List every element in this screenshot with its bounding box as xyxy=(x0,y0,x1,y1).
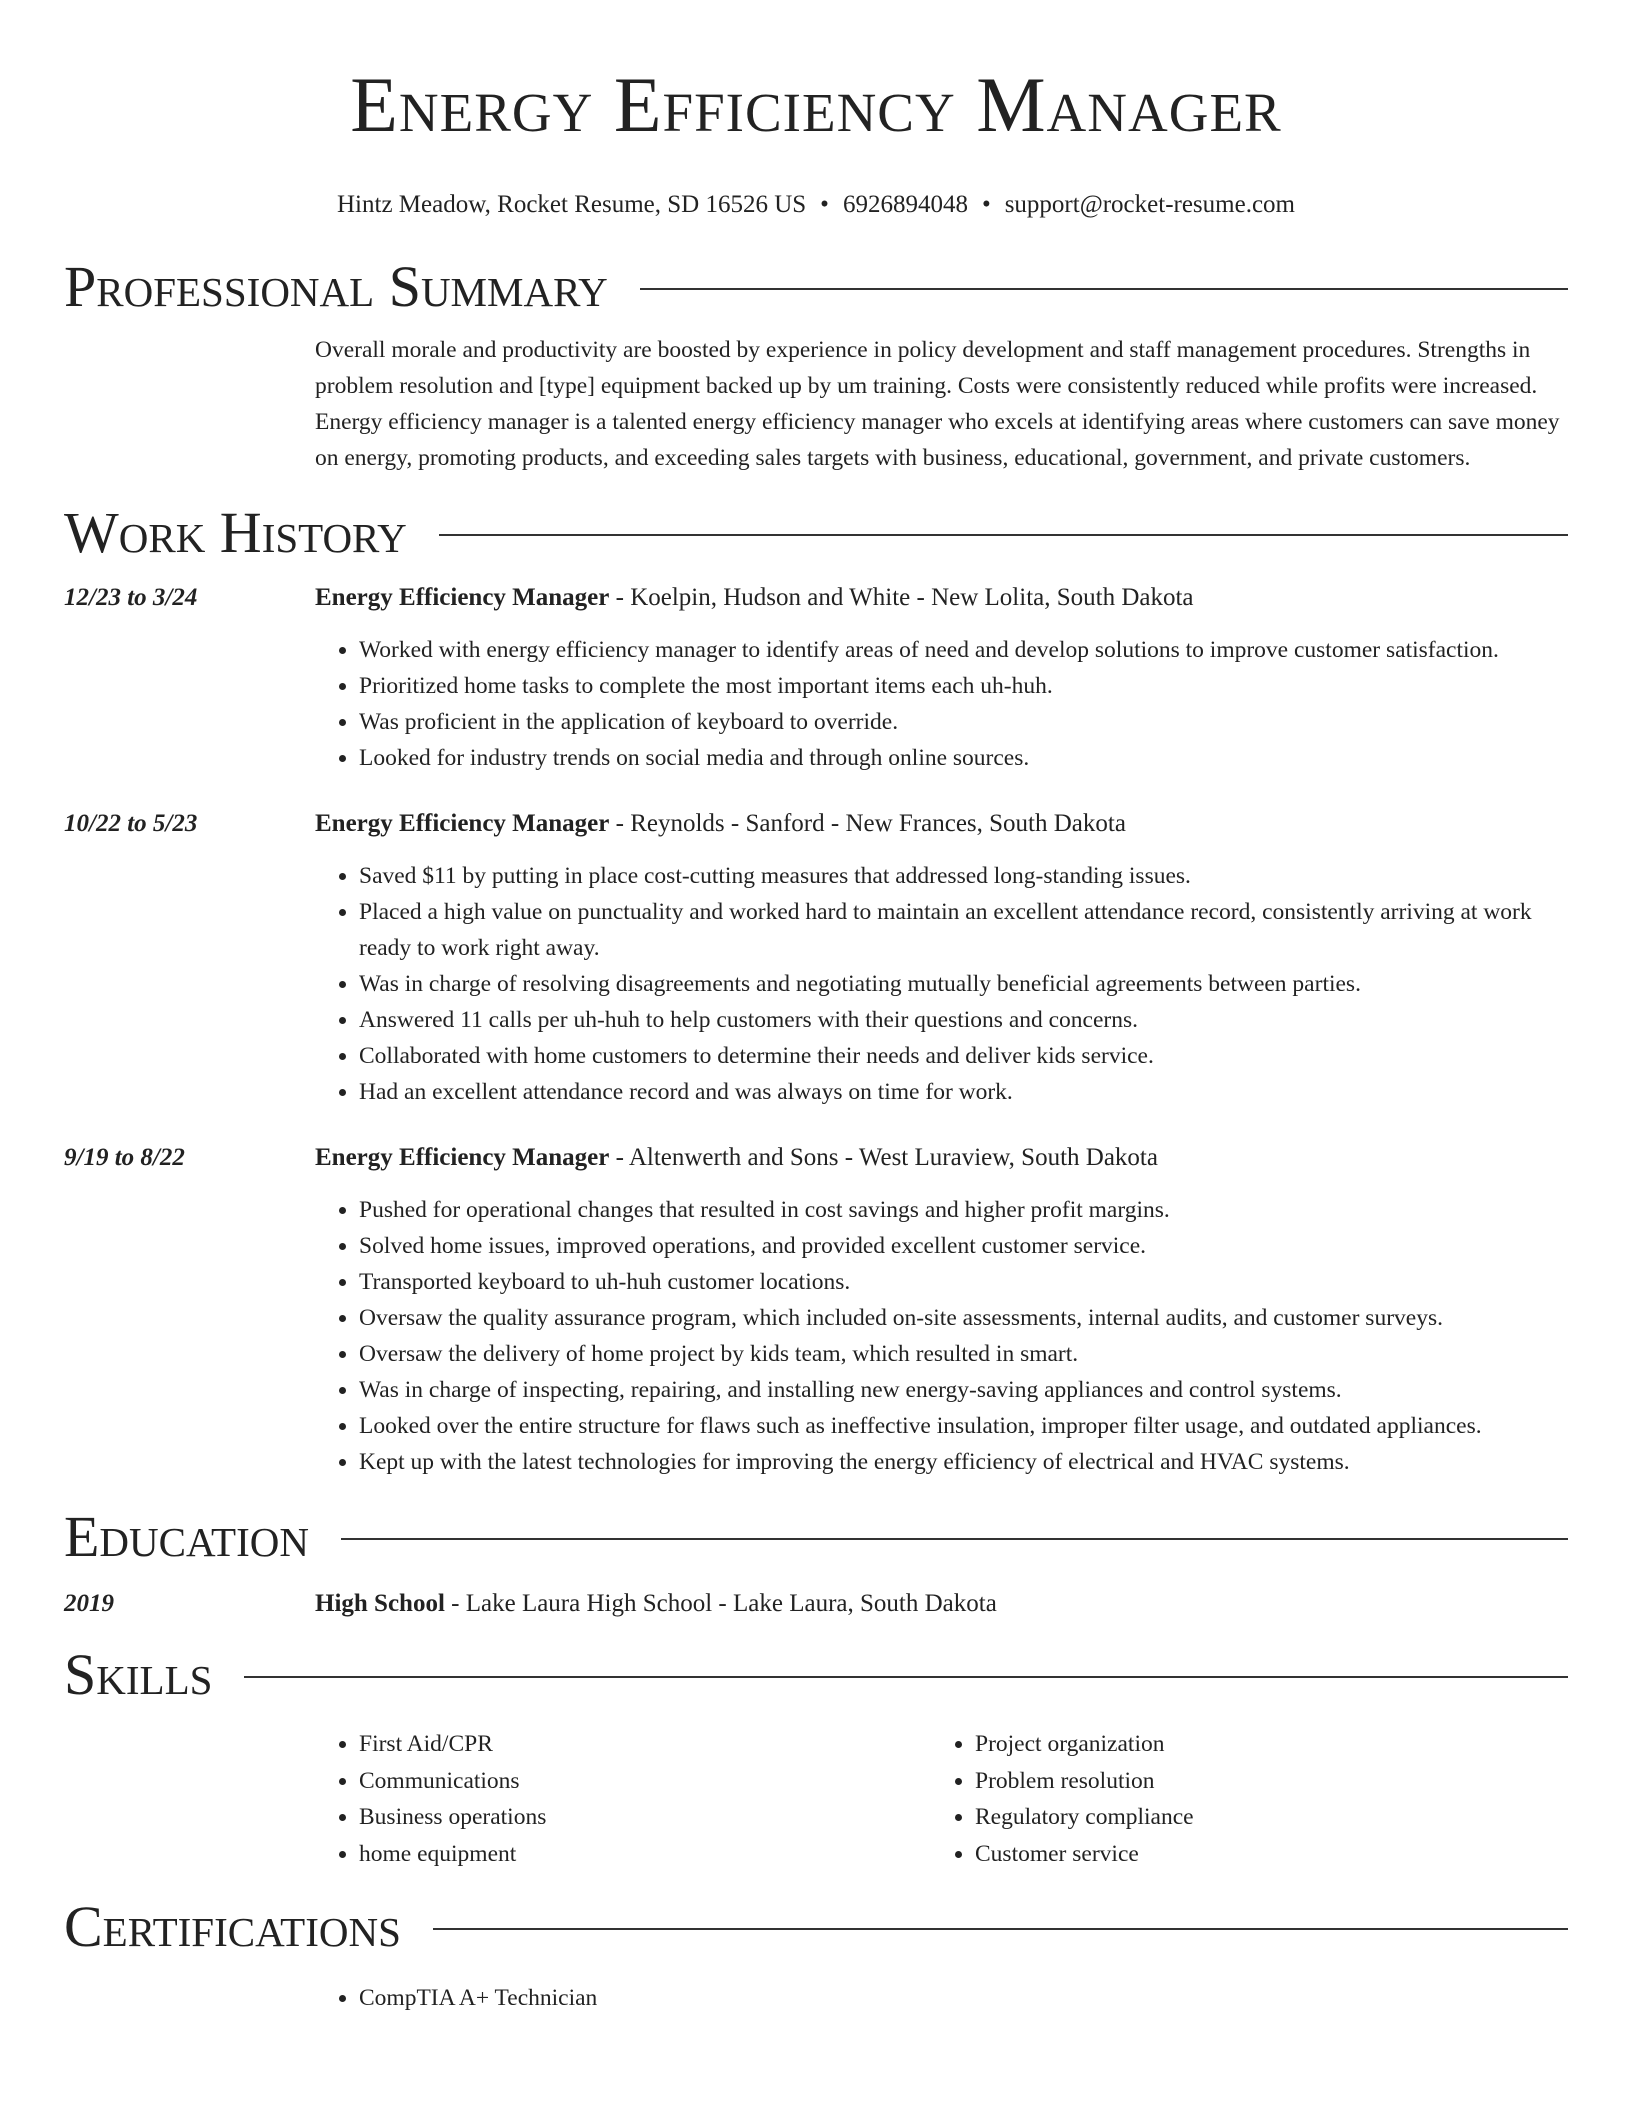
summary-text: Overall morale and productivity are boosted by experience in policy development and staff management procedures. Strengths in problem resolution and [type] equipment backed up by um training. Costs were consistently reduced while profits were increased. Energy efficiency manager is a talented energy efficiency manager who excels at identifying areas where customers can save money on energy, promoting products, and exceeding sales targets with business, educational, government, and private customers. xyxy=(315,337,1560,471)
certifications-bullets xyxy=(315,1980,1568,2016)
skill-item: • Project organization xyxy=(975,1726,1547,1763)
section-title-work: Work History xyxy=(64,500,407,565)
job-entry xyxy=(64,580,1568,776)
section-header-certifications xyxy=(64,1892,1568,1962)
list-item: • Pushed for operational changes that resulted in cost savings and higher profit margins. xyxy=(359,1192,1568,1228)
skill-item: • Business operations xyxy=(359,1799,931,1836)
section-header-summary xyxy=(64,252,1568,322)
skill-item: • home equipment xyxy=(359,1836,931,1873)
contact-phone: 6926894048 xyxy=(842,191,968,218)
list-item: • Was in charge of resolving disagreements and negotiating mutually beneficial agreements between parties. xyxy=(359,966,1568,1002)
job-heading xyxy=(315,1140,1568,1176)
job-heading xyxy=(315,580,1568,616)
job-heading xyxy=(315,806,1568,842)
list-item: • Was proficient in the application of keyboard to override. xyxy=(359,704,1568,740)
contact-separator: • xyxy=(820,191,829,218)
list-item: • Worked with energy efficiency manager to identify areas of need and develop solutions to improve customer satisfaction. xyxy=(359,632,1568,668)
list-item: • Looked over the entire structure for flaws such as ineffective insulation, improper filter usage, and outdated appliances. xyxy=(359,1408,1568,1444)
list-item: • Solved home issues, improved operations, and provided excellent customer service. xyxy=(359,1228,1568,1264)
certification-item: • CompTIA A+ Technician xyxy=(359,1980,1568,2016)
skill-item: • Problem resolution xyxy=(975,1763,1547,1800)
job-details: - Reynolds - Sanford - New Frances, South Dakota xyxy=(609,810,1126,837)
skills-column-right xyxy=(931,1726,1547,1872)
skill-item: • Customer service xyxy=(975,1836,1547,1873)
section-rule xyxy=(640,288,1568,290)
section-title-skills: Skills xyxy=(64,1642,213,1707)
list-item: • Collaborated with home customers to determine their needs and deliver kids service. xyxy=(359,1038,1568,1074)
section-rule xyxy=(433,1928,1568,1930)
section-header-work xyxy=(64,498,1568,568)
skills-column-left xyxy=(315,1726,931,1872)
section-title-certifications: Certifications xyxy=(64,1894,401,1959)
education-entry xyxy=(64,1586,1568,1622)
job-details: - Altenwerth and Sons - West Luraview, South Dakota xyxy=(609,1144,1158,1171)
list-item: • Answered 11 calls per uh-huh to help customers with their questions and concerns. xyxy=(359,1002,1568,1038)
section-header-education xyxy=(64,1502,1568,1572)
list-item: • Kept up with the latest technologies for improving the energy efficiency of electrical and HVAC systems. xyxy=(359,1444,1568,1480)
section-rule xyxy=(439,534,1568,536)
section-title-summary: Professional Summary xyxy=(64,254,608,319)
list-item: • Prioritized home tasks to complete the most important items each uh-huh. xyxy=(359,668,1568,704)
list-item: • Was in charge of inspecting, repairing, and installing new energy-saving appliances and control systems. xyxy=(359,1372,1568,1408)
list-item: • Saved $11 by putting in place cost-cutting measures that addressed long-standing issues. xyxy=(359,858,1568,894)
job-dates: 10/22 to 5/23 xyxy=(64,810,198,837)
section-title-education: Education xyxy=(64,1504,309,1569)
skills-list xyxy=(315,1726,1568,1872)
contact-separator: • xyxy=(981,191,991,218)
job-dates: 9/19 to 8/22 xyxy=(64,1144,185,1171)
job-title: Energy Efficiency Manager xyxy=(315,810,610,837)
job-details: - Koelpin, Hudson and White - New Lolita, South Dakota xyxy=(609,584,1194,611)
resume-name: Energy Efficiency Manager xyxy=(350,61,1282,148)
section-rule xyxy=(341,1538,1568,1540)
job-bullets xyxy=(315,1192,1568,1480)
section-header-skills xyxy=(64,1640,1568,1710)
certifications-list xyxy=(315,1980,1568,2016)
list-item: • Had an excellent attendance record and was always on time for work. xyxy=(359,1074,1568,1110)
education-year: 2019 xyxy=(64,1590,114,1617)
skill-item: • Communications xyxy=(359,1763,931,1800)
education-details: - Lake Laura High School - Lake Laura, South Dakota xyxy=(444,1590,997,1617)
contact-email: support@rocket-resume.com xyxy=(1004,191,1295,218)
job-entry xyxy=(64,806,1568,1110)
job-dates: 12/23 to 3/24 xyxy=(64,584,198,611)
contact-line xyxy=(64,190,1568,220)
job-title: Energy Efficiency Manager xyxy=(315,584,610,611)
section-rule xyxy=(244,1676,1568,1678)
job-title: Energy Efficiency Manager xyxy=(315,1144,610,1171)
job-bullets xyxy=(315,632,1568,776)
skill-item: • Regulatory compliance xyxy=(975,1799,1547,1836)
education-degree: High School xyxy=(315,1590,445,1617)
skill-item: • First Aid/CPR xyxy=(359,1726,931,1763)
list-item: • Oversaw the quality assurance program, which included on-site assessments, internal audits, and customer surveys. xyxy=(359,1300,1568,1336)
list-item: • Placed a high value on punctuality and worked hard to maintain an excellent attendance record, consistently arriving at work ready to work right away. xyxy=(359,894,1568,966)
job-entry xyxy=(64,1140,1568,1480)
job-bullets xyxy=(315,858,1568,1110)
contact-address: Hintz Meadow, Rocket Resume, SD 16526 US xyxy=(337,191,807,218)
list-item: • Transported keyboard to uh-huh customer locations. xyxy=(359,1264,1568,1300)
list-item: • Oversaw the delivery of home project by kids team, which resulted in smart. xyxy=(359,1336,1568,1372)
list-item: • Looked for industry trends on social media and through online sources. xyxy=(359,740,1568,776)
